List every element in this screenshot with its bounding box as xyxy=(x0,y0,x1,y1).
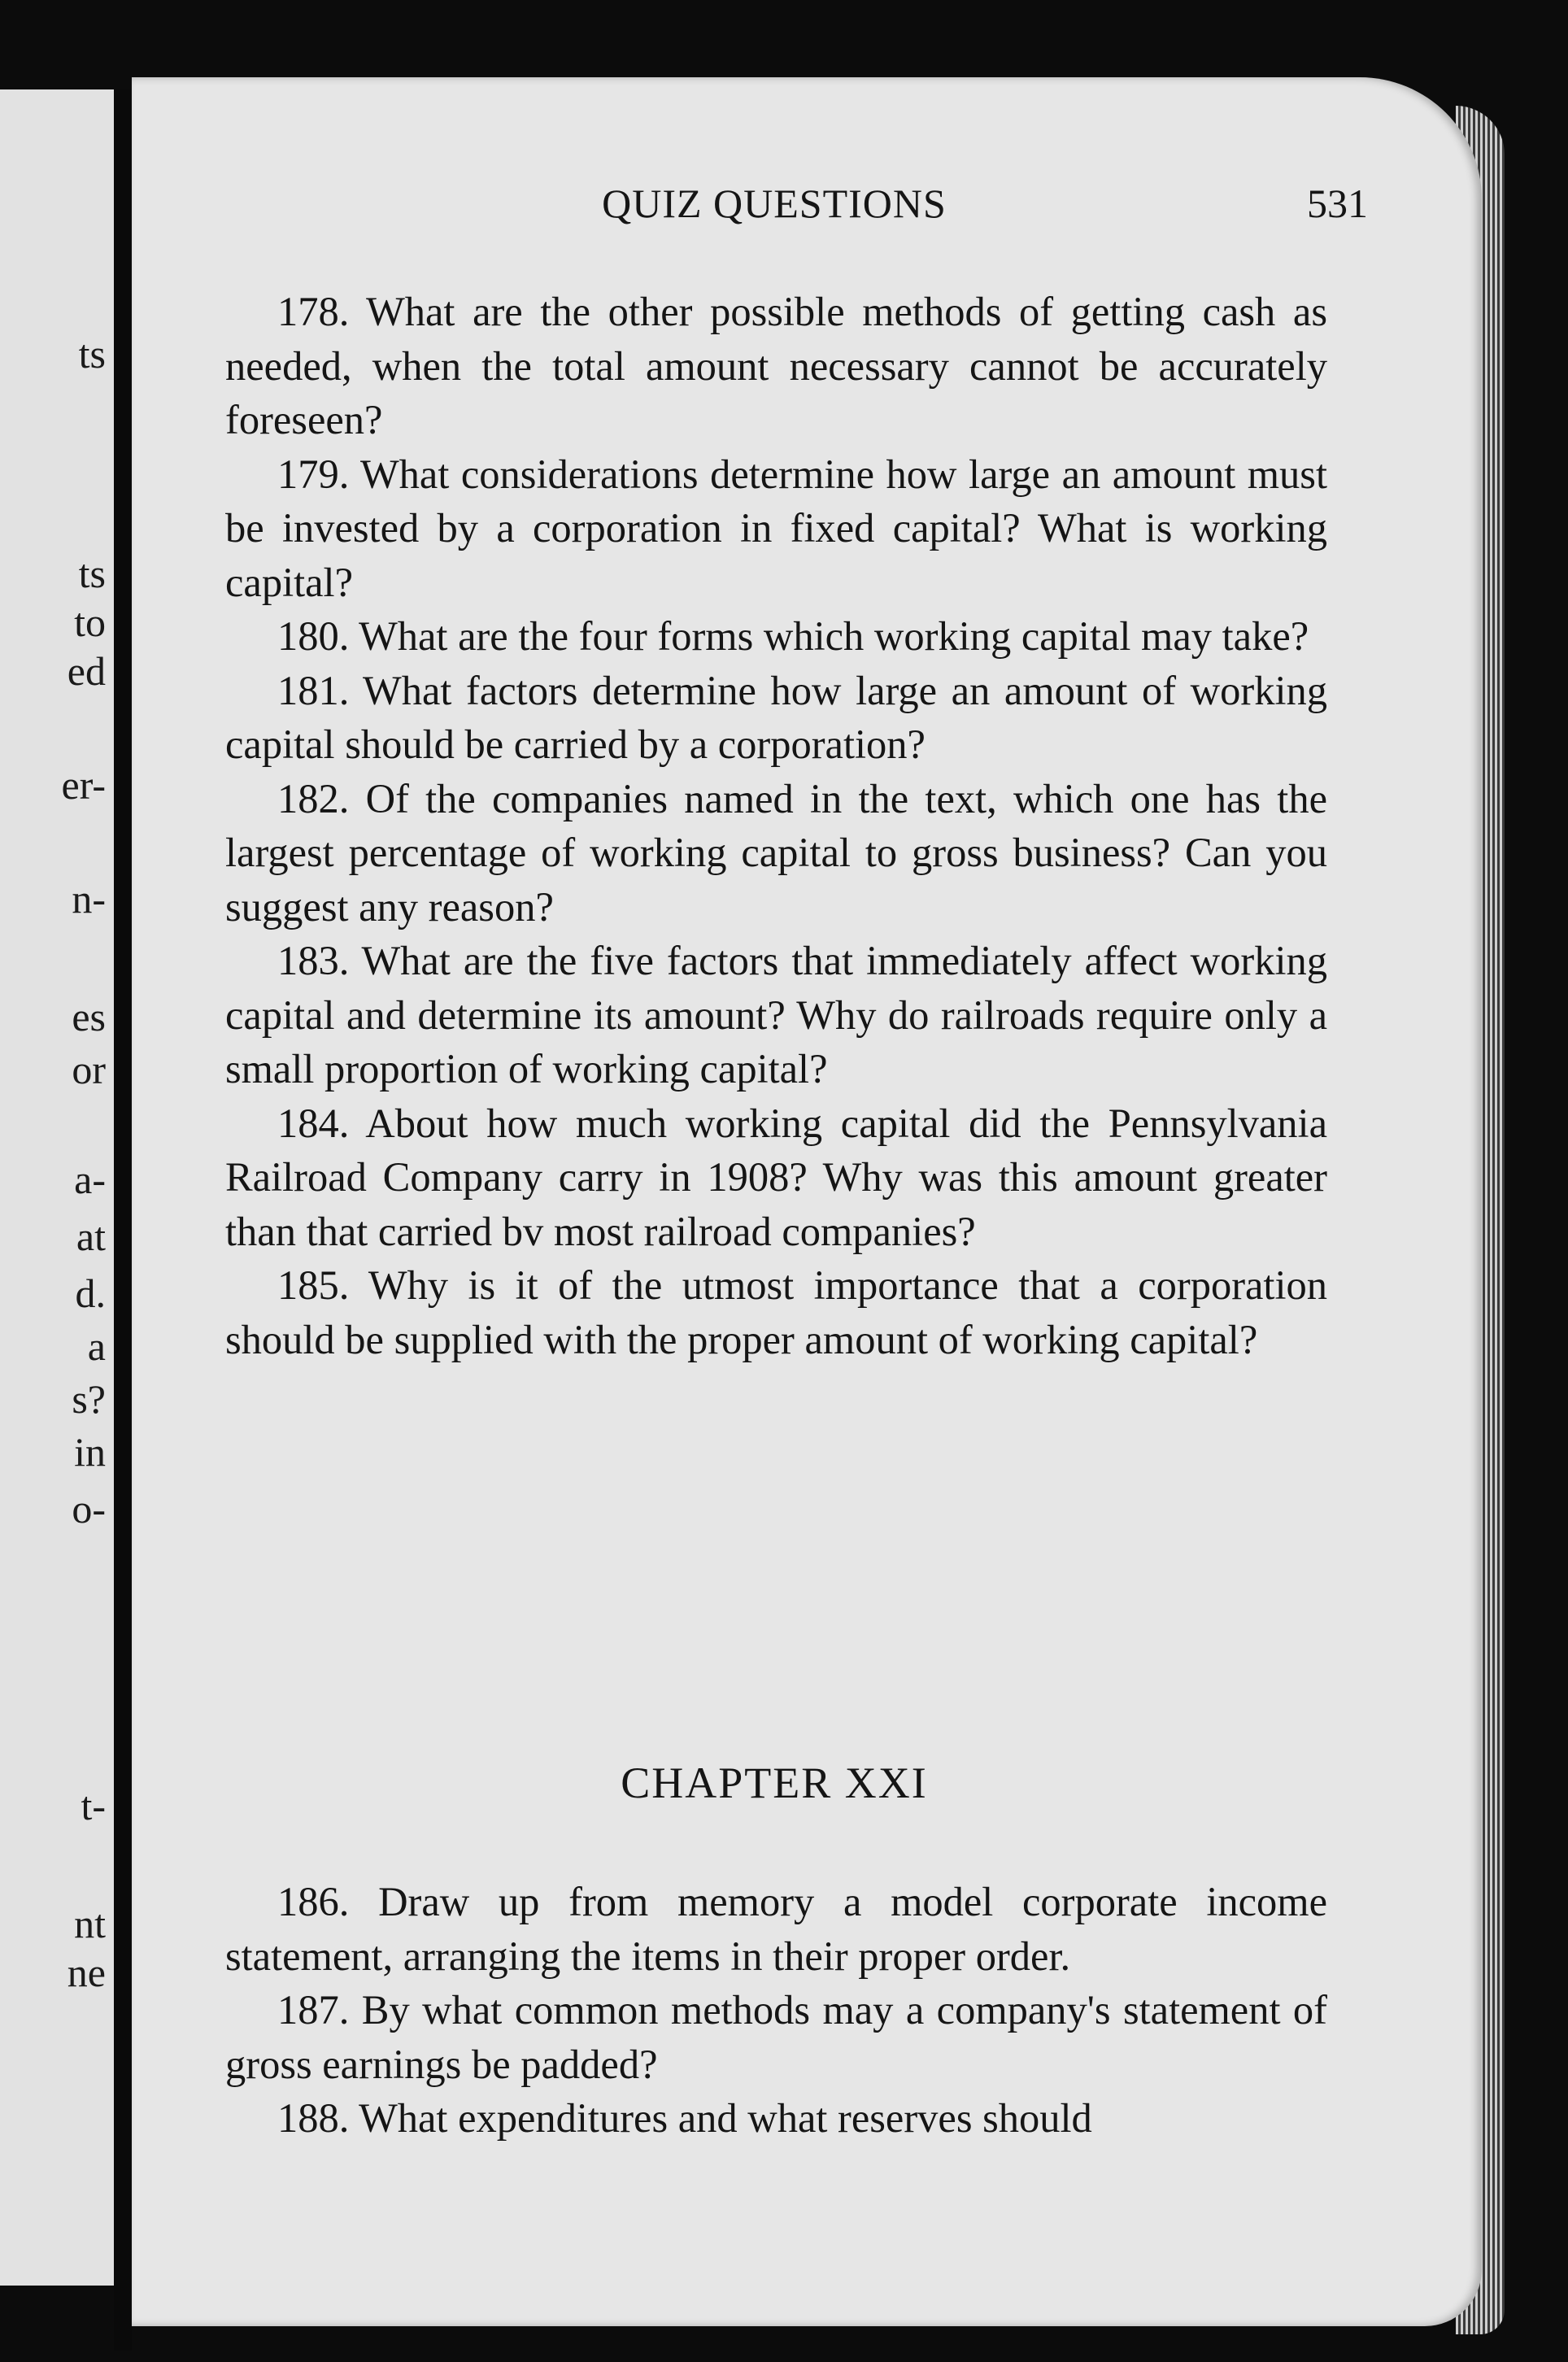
running-title: QUIZ QUESTIONS xyxy=(602,181,947,226)
left-fragment-12: s? xyxy=(72,1376,106,1422)
question-184: 184. About how much working capital did the Pennsylvania Railroad Company carry in 1908? Why was this amount greater than that carried bv most railroad companies? xyxy=(225,1100,1327,1254)
left-fragment-7: or xyxy=(72,1047,106,1092)
question-187: 187. By what common methods may a company's statement of gross earnings be padded? xyxy=(225,1987,1327,2087)
left-fragment-13: in xyxy=(74,1429,106,1475)
left-fragment-17: ne xyxy=(67,1950,106,1995)
book-gutter xyxy=(114,89,132,2351)
left-fragment-16: nt xyxy=(74,1901,106,1946)
left-fragment-14: o- xyxy=(72,1486,106,1532)
running-header xyxy=(132,183,1482,240)
page-number: 531 xyxy=(1307,181,1368,226)
left-fragment-8: a- xyxy=(74,1157,106,1202)
chapter-heading: CHAPTER XXI xyxy=(621,1758,928,1807)
left-fragment-15: t- xyxy=(81,1783,106,1828)
left-fragment-2: to xyxy=(74,599,106,645)
left-fragment-4: er- xyxy=(61,762,106,808)
left-fragment-3: ed xyxy=(67,648,106,694)
question-178: 178. What are the other possible methods of getting cash as needed, when the total amount necessary cannot be accurately foreseen? xyxy=(225,289,1327,442)
left-fragment-10: d. xyxy=(75,1270,106,1316)
question-179: 179. What considerations determine how large an amount must be invested by a corporation in fixed capital? What is working capital? xyxy=(225,451,1327,605)
questions-section-a xyxy=(225,285,1327,1366)
left-fragment-6: es xyxy=(72,994,106,1039)
left-fragment-0: ts xyxy=(78,331,106,377)
book-page xyxy=(132,77,1482,2326)
question-182: 182. Of the companies named in the text, which one has the largest percentage of working capital to gross business? Can you suggest any reason? xyxy=(225,775,1327,930)
question-188: 188. What expenditures and what reserves should xyxy=(277,2095,1092,2141)
questions-section-b xyxy=(225,1875,1327,2146)
left-fragment-1: ts xyxy=(78,551,106,596)
question-180: 180. What are the four forms which working capital may take? xyxy=(277,613,1309,659)
question-185: 185. Why is it of the utmost importance that a corporation should be supplied with the proper amount of working capital? xyxy=(225,1262,1327,1362)
left-fragment-11: a xyxy=(87,1323,106,1369)
question-186: 186. Draw up from memory a model corporate income statement, arranging the items in their proper order. xyxy=(225,1879,1327,1979)
question-181: 181. What factors determine how large an amount of working capital should be carried by a corporation? xyxy=(225,667,1327,767)
left-page-fragment xyxy=(0,89,114,2286)
left-fragment-9: at xyxy=(76,1214,106,1259)
left-fragment-5: n- xyxy=(72,876,106,922)
question-183: 183. What are the five factors that immediately affect working capital and determine its amount? Why do railroads require only a small proportion of working capital? xyxy=(225,938,1327,1092)
